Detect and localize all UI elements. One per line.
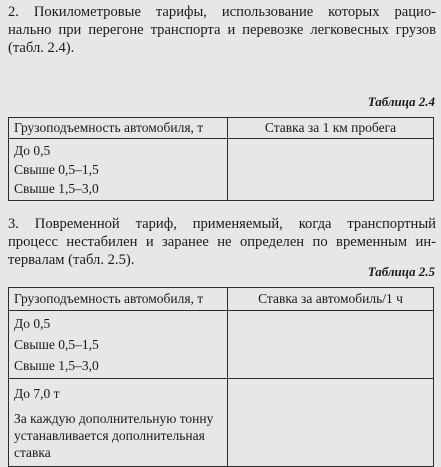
text-line: нально при перегоне транспорта и перевозке легковесных грузов xyxy=(8,22,436,38)
table-header-rate: Ставка за 1 км пробега xyxy=(228,118,434,139)
capacity-cell xyxy=(9,139,228,201)
table-row-label: Свыше 0,5–1,5 xyxy=(14,337,99,352)
table-row-label: Свыше 0,5–1,5 xyxy=(14,162,99,177)
table-2-5-caption: Таблица 2.5 xyxy=(367,264,435,279)
table-row-label: Свыше 1,5–3,0 xyxy=(14,358,99,373)
table-row-label: До 0,5 xyxy=(14,143,51,158)
text-line: 3. Повременной тариф, применяемый, когда транспортный xyxy=(8,216,436,232)
table-2-4-caption: Таблица 2.4 xyxy=(367,94,435,109)
capacity-cell xyxy=(9,379,228,467)
rate-cell xyxy=(228,311,434,379)
table-header-rate: Ставка за автомобиль/1 ч xyxy=(228,288,434,311)
table-row-note: устанавливается дополнительная xyxy=(14,428,205,443)
section-3-paragraph xyxy=(8,215,436,269)
table-row-label: До 0,5 xyxy=(14,316,51,331)
rate-cell xyxy=(228,379,434,467)
table-row-label: Свыше 1,5–3,0 xyxy=(14,181,99,196)
text-line: 2. Покилометровые тарифы, использование которых рацио- xyxy=(8,4,436,20)
capacity-cell xyxy=(9,311,228,379)
section-2-paragraph xyxy=(8,3,436,57)
table-row-label: До 7,0 т xyxy=(14,386,60,401)
text-line: (табл. 2.4). xyxy=(8,40,75,56)
table-2-5 xyxy=(8,287,434,467)
text-line: процесс нестабилен и заранее не определен по временным ин- xyxy=(8,234,436,250)
table-header-capacity: Грузоподъемность автомобиля, т xyxy=(9,118,228,139)
table-row-note: За каждую дополнительную тонну xyxy=(14,411,214,426)
table-2-4 xyxy=(8,117,434,201)
table-row-note: ставка xyxy=(14,445,51,460)
text-line: тервалам (табл. 2.5). xyxy=(8,252,135,268)
table-header-capacity: Грузоподъемность автомобиля, т xyxy=(9,288,228,311)
rate-cell xyxy=(228,139,434,201)
